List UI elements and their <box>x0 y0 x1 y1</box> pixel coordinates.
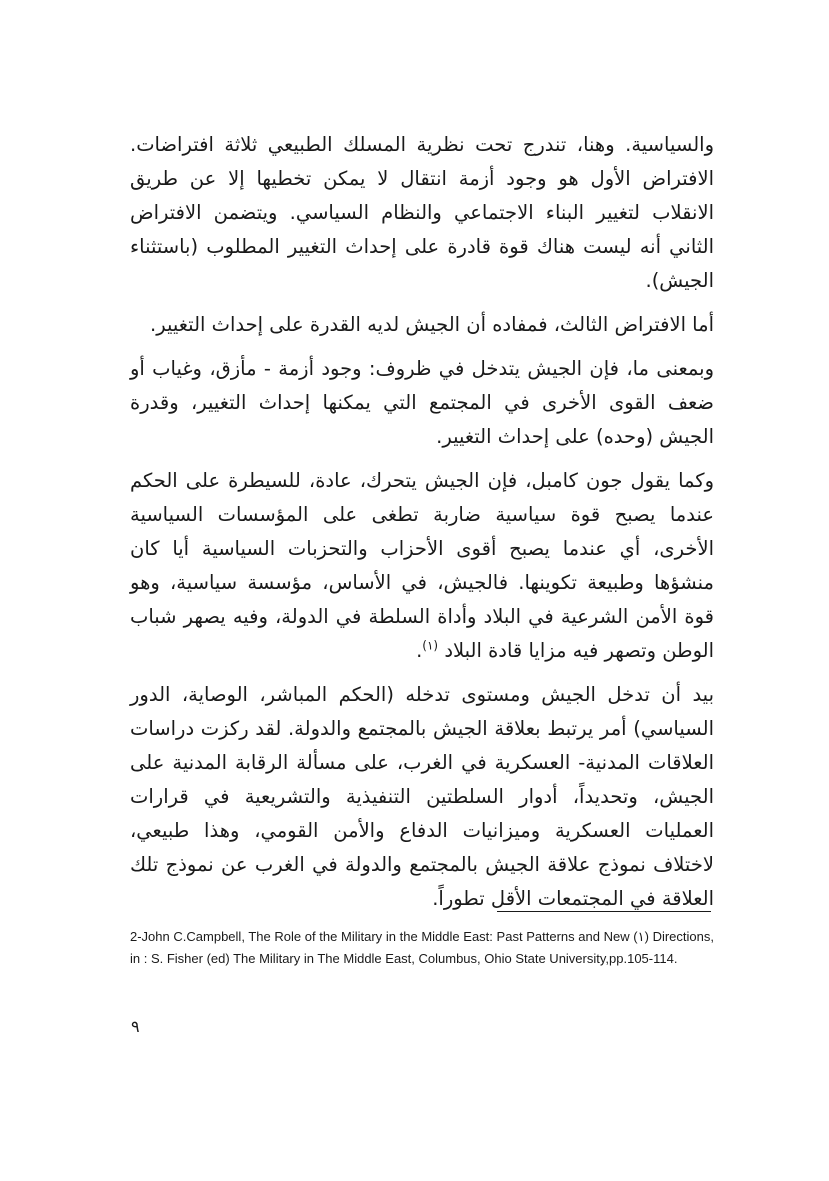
text-line: الافتراض الأول هو وجود أزمة انتقال لا يمكن تخطيها إلا عن طريق الانقلاب <box>130 167 714 224</box>
text-line: عندما يصبح قوة سياسية ضاربة تطغى على المؤسسات السياسية الأخرى، أي <box>130 503 714 560</box>
paragraph-3 <box>130 352 714 454</box>
text-line: بيد أن تدخل الجيش ومستوى تدخله (الحكم المباشر، الوصاية، الدور <box>130 683 714 706</box>
text-line: وميزانيات الدفاع والأمن القومي، وهذا طبيعي، لاختلاف نموذج علاقة الجيش <box>130 819 714 876</box>
text-line: بالمجتمع والدولة في الغرب عن نموذج تلك العلاقة في المجتمعات الأقل تطوراً. <box>130 853 714 910</box>
footnote: 2-John C.Campbell, The Role of the Military in the Middle East: Past Patterns and New (١) Directions, in : S. Fisher (ed) The Military in The Middle East, Columbus, Ohio State University,pp.105-114. <box>130 929 714 966</box>
page-number: ٩ <box>131 1017 140 1036</box>
text-line: عندما يصبح أقوى الأحزاب والتحزبات السياسية أيا كان منشؤها وطبيعة <box>130 537 714 594</box>
text-line: وبمعنى ما، فإن الجيش يتدخل في ظروف: وجود أزمة - مأزق، وغياب أو <box>130 357 714 380</box>
text-line: تكوينها. فالجيش، في الأساس، مؤسسة سياسية، وهو قوة الأمن الشرعية <box>130 571 714 628</box>
text-line: والسياسية. وهنا، تندرج تحت نظرية المسلك الطبيعي ثلاثة افتراضات. <box>130 133 714 156</box>
paragraph-5 <box>130 678 714 916</box>
text-line: لتغيير البناء الاجتماعي والنظام السياسي. ويتضمن الافتراض الثاني أنه ليست <box>130 201 714 258</box>
footnote-divider <box>497 911 711 912</box>
main-text <box>130 128 714 926</box>
paragraph-4 <box>130 464 714 668</box>
footnote-marker: (١) <box>422 638 439 653</box>
paragraph-2 <box>130 308 714 342</box>
text-line: وكما يقول جون كامبل، فإن الجيش يتحرك، عادة، للسيطرة على الحكم <box>130 469 714 492</box>
text-line: العلاقات المدنية- العسكرية في الغرب، على مسألة الرقابة المدنية على الجيش، <box>130 751 714 808</box>
text-line: هناك قوة قادرة على إحداث التغيير المطلوب (باستثناء الجيش). <box>130 235 714 292</box>
text-line: (وحده) على إحداث التغيير. <box>436 425 654 448</box>
paragraph-1 <box>130 128 714 298</box>
text-line: قادة البلاد <box>444 639 523 662</box>
text-line: في البلاد وأداة السلطة في الدولة، وفيه يصهر شباب الوطن وتصهر فيه مزايا <box>130 605 714 662</box>
text-line: ضعف القوى الأخرى في المجتمع التي يمكنها إحداث التغيير، وقدرة الجيش <box>130 391 714 448</box>
text-line: أما الافتراض الثالث، فمفاده أن الجيش لديه القدرة على إحداث التغيير. <box>150 313 714 336</box>
text-line: السياسي) أمر يرتبط بعلاقة الجيش بالمجتمع والدولة. لقد ركزت دراسات <box>130 717 714 740</box>
sentence-end: . <box>416 639 423 662</box>
text-line: وتحديداً، أدوار السلطتين التنفيذية والتشريعية في قرارات العمليات العسكرية <box>130 785 714 842</box>
